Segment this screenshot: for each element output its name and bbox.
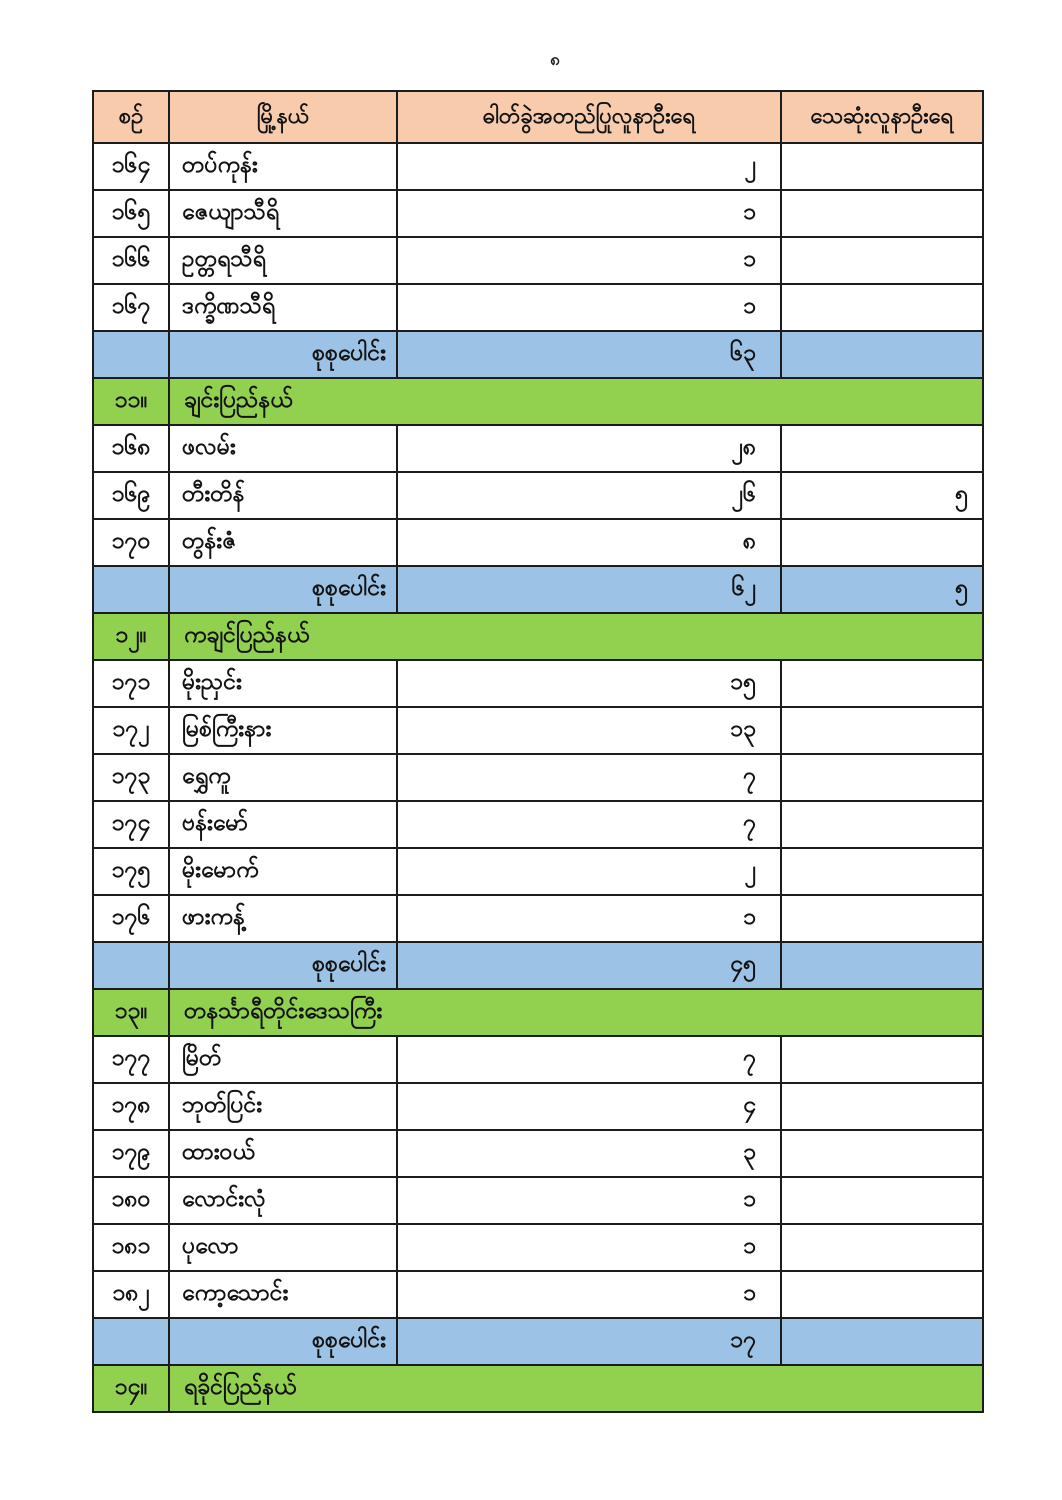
total-confirmed-count: ၄၅ (397, 942, 781, 989)
confirmed-count: ၂၈ (397, 425, 781, 472)
township-name: ဇေယျာသီရိ (169, 190, 397, 237)
township-name: မြိတ် (169, 1036, 397, 1083)
row-serial-number: ၁၇၈ (93, 1083, 169, 1130)
table-row (93, 1083, 983, 1130)
death-count (781, 425, 983, 472)
death-count (781, 190, 983, 237)
section-name: တနင်္သာရီတိုင်းဒေသကြီး (169, 989, 983, 1036)
township-name: မြစ်ကြီးနား (169, 707, 397, 754)
township-name: ရွှေကူ (169, 754, 397, 801)
table-header-row (93, 91, 983, 143)
total-confirmed-count: ၆၃ (397, 331, 781, 378)
table-row (93, 472, 983, 519)
death-count (781, 1036, 983, 1083)
total-empty-cell (93, 331, 169, 378)
table-row (93, 519, 983, 566)
row-serial-number: ၁၇၇ (93, 1036, 169, 1083)
township-name: ထားဝယ် (169, 1130, 397, 1177)
township-name: ဥတ္တရသီရိ (169, 237, 397, 284)
table-row (93, 190, 983, 237)
total-death-count (781, 942, 983, 989)
row-serial-number: ၁၆၅ (93, 190, 169, 237)
row-serial-number: ၁၇၁ (93, 660, 169, 707)
township-name: တွန်းဇံ (169, 519, 397, 566)
row-serial-number: ၁၇၉ (93, 1130, 169, 1177)
section-row (93, 613, 983, 660)
section-serial-number: ၁၄။ (93, 1365, 169, 1412)
table-row (93, 425, 983, 472)
row-serial-number: ၁၆၆ (93, 237, 169, 284)
total-label: စုစုပေါင်း (169, 331, 397, 378)
section-row (93, 1365, 983, 1412)
table-row (93, 284, 983, 331)
table-row (93, 1130, 983, 1177)
row-serial-number: ၁၈၀ (93, 1177, 169, 1224)
table-row (93, 1271, 983, 1318)
death-count (781, 848, 983, 895)
row-serial-number: ၁၆၉ (93, 472, 169, 519)
total-empty-cell (93, 942, 169, 989)
table-row (93, 237, 983, 284)
row-serial-number: ၁၆၇ (93, 284, 169, 331)
total-label: စုစုပေါင်း (169, 1318, 397, 1365)
death-count (781, 707, 983, 754)
confirmed-count: ၁ (397, 237, 781, 284)
confirmed-count: ၁ (397, 1177, 781, 1224)
section-row (93, 989, 983, 1036)
confirmed-count: ၄ (397, 1083, 781, 1130)
total-death-count (781, 331, 983, 378)
death-count (781, 1130, 983, 1177)
township-name: ကော့သောင်း (169, 1271, 397, 1318)
township-name: ဗန်းမော် (169, 801, 397, 848)
section-serial-number: ၁၂။ (93, 613, 169, 660)
section-name: ရခိုင်ပြည်နယ် (169, 1365, 983, 1412)
row-serial-number: ၁၇၆ (93, 895, 169, 942)
total-label: စုစုပေါင်း (169, 566, 397, 613)
row-serial-number: ၁၈၂ (93, 1271, 169, 1318)
township-covid-table (92, 90, 984, 1413)
confirmed-count: ၇ (397, 754, 781, 801)
township-name: ဒက္ခိဏသီရိ (169, 284, 397, 331)
confirmed-count: ၁၃ (397, 707, 781, 754)
township-name: ဖလမ်း (169, 425, 397, 472)
header-serial-number: စဉ် (93, 91, 169, 143)
confirmed-count: ၂ (397, 143, 781, 190)
confirmed-count: ၁ (397, 190, 781, 237)
total-death-count (781, 1318, 983, 1365)
confirmed-count: ၇ (397, 801, 781, 848)
section-row (93, 378, 983, 425)
confirmed-count: ၇ (397, 1036, 781, 1083)
total-row (93, 942, 983, 989)
township-name: မိုးမောက် (169, 848, 397, 895)
death-count (781, 237, 983, 284)
table-row (93, 801, 983, 848)
township-name: မိုးညှင်း (169, 660, 397, 707)
confirmed-count: ၁ (397, 895, 781, 942)
table-row (93, 660, 983, 707)
row-serial-number: ၁၇၄ (93, 801, 169, 848)
township-name: တီးတိန် (169, 472, 397, 519)
row-serial-number: ၁၈၁ (93, 1224, 169, 1271)
township-name: ဘုတ်ပြင်း (169, 1083, 397, 1130)
total-empty-cell (93, 1318, 169, 1365)
death-count (781, 1224, 983, 1271)
confirmed-count: ၁ (397, 1271, 781, 1318)
table-row (93, 143, 983, 190)
confirmed-count: ၁ (397, 284, 781, 331)
township-name: လောင်းလုံ (169, 1177, 397, 1224)
total-label: စုစုပေါင်း (169, 942, 397, 989)
table-row (93, 707, 983, 754)
township-name: ပုလော (169, 1224, 397, 1271)
death-count (781, 754, 983, 801)
death-count (781, 284, 983, 331)
section-name: ချင်းပြည်နယ် (169, 378, 983, 425)
township-name: ဖားကန့် (169, 895, 397, 942)
row-serial-number: ၁၇၅ (93, 848, 169, 895)
township-name: တပ်ကုန်း (169, 143, 397, 190)
death-count (781, 519, 983, 566)
confirmed-count: ၁ (397, 1224, 781, 1271)
death-count: ၅ (781, 472, 983, 519)
confirmed-count: ၂ (397, 848, 781, 895)
death-count (781, 895, 983, 942)
table-row (93, 754, 983, 801)
header-township: မြို့နယ် (169, 91, 397, 143)
row-serial-number: ၁၆၈ (93, 425, 169, 472)
death-count (781, 660, 983, 707)
death-count (781, 143, 983, 190)
confirmed-count: ၂၆ (397, 472, 781, 519)
death-count (781, 1083, 983, 1130)
total-row (93, 1318, 983, 1365)
death-count (781, 1271, 983, 1318)
row-serial-number: ၁၇၃ (93, 754, 169, 801)
total-row (93, 566, 983, 613)
table-row (93, 1177, 983, 1224)
confirmed-count: ၈ (397, 519, 781, 566)
row-serial-number: ၁၆၄ (93, 143, 169, 190)
table-row (93, 848, 983, 895)
page-number: ၈ (550, 50, 560, 70)
table-row (93, 895, 983, 942)
section-serial-number: ၁၃။ (93, 989, 169, 1036)
table-row (93, 1036, 983, 1083)
row-serial-number: ၁၇၀ (93, 519, 169, 566)
section-name: ကချင်ပြည်နယ် (169, 613, 983, 660)
table-body (93, 143, 983, 1412)
header-confirmed-patients: ဓါတ်ခွဲအတည်ပြုလူနာဦးရေ (397, 91, 781, 143)
death-count (781, 1177, 983, 1224)
header-deaths: သေဆုံးလူနာဦးရေ (781, 91, 983, 143)
table-row (93, 1224, 983, 1271)
confirmed-count: ၃ (397, 1130, 781, 1177)
total-confirmed-count: ၁၇ (397, 1318, 781, 1365)
section-serial-number: ၁၁။ (93, 378, 169, 425)
total-row (93, 331, 983, 378)
confirmed-count: ၁၅ (397, 660, 781, 707)
row-serial-number: ၁၇၂ (93, 707, 169, 754)
total-confirmed-count: ၆၂ (397, 566, 781, 613)
total-death-count: ၅ (781, 566, 983, 613)
death-count (781, 801, 983, 848)
total-empty-cell (93, 566, 169, 613)
